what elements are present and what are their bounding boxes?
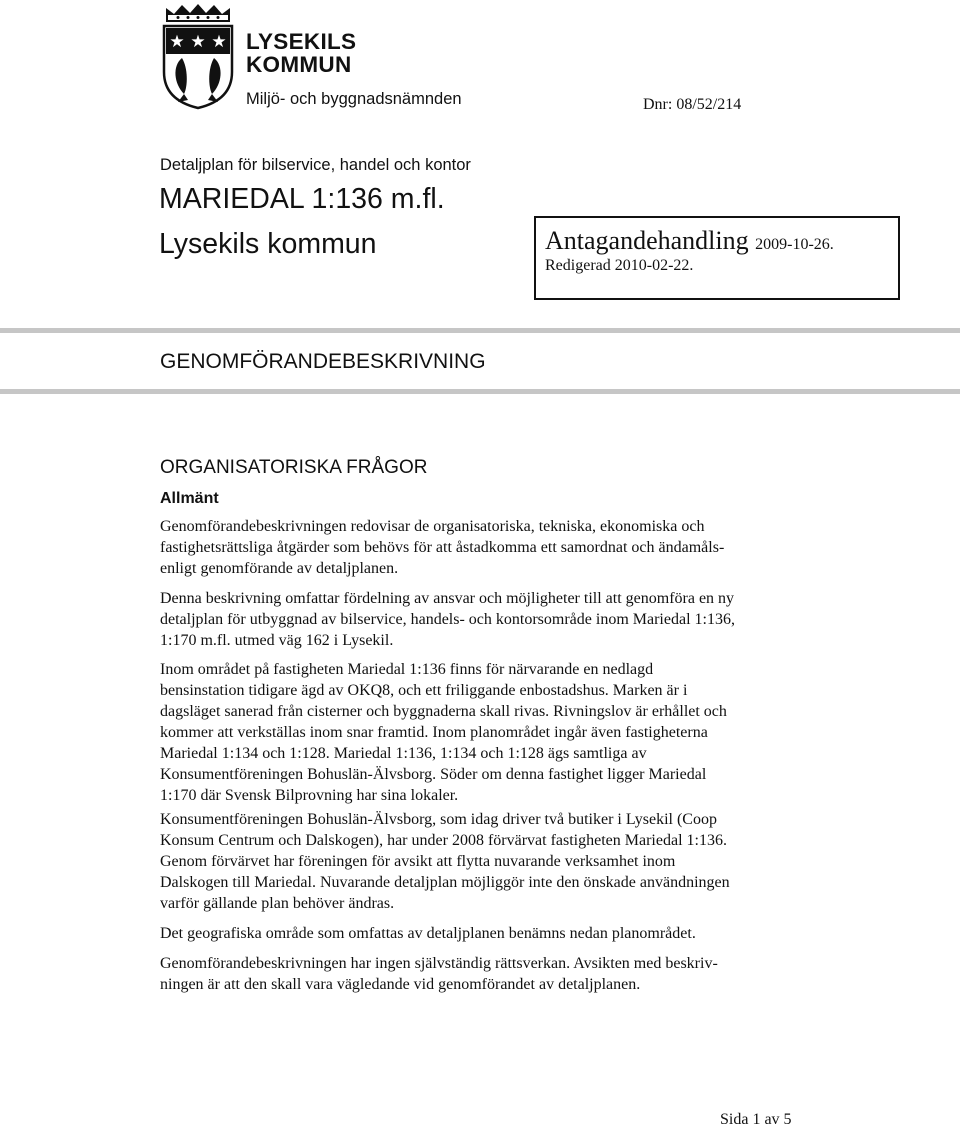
org-name-line1: LYSEKILS: [246, 29, 357, 54]
paragraph: Inom området på fastigheten Mariedal 1:136 finns för närvarande en nedlagd bensinstation tidigare ägd av OKQ8, och ett friliggande enbostadshus. Marken är i dagsläget sanerad från cisterner och byggnaderna skall rivas. Rivningslov är erhållet och kommer att verkställas inom snar framtid. Inom planområdet ingår även fastigheterna Mariedal 1:134 och 1:128. Mariedal 1:136, 1:134 och 1:128 ägs samtliga av Konsumentföreningen Bohuslän-Älvsborg. Söder om denna fastighet ligger Mariedal 1:170 där Svensk Bilprovning har sina lokaler.: [160, 661, 727, 804]
svg-text:★: ★: [169, 32, 185, 52]
section-heading: ORGANISATORISKA FRÅGOR: [160, 457, 428, 478]
page-number: Sida 1 av 5: [720, 1111, 792, 1128]
org-name: [246, 30, 356, 76]
plan-name: MARIEDAL 1:136 m.fl.: [159, 183, 445, 215]
org-unit: Miljö- och byggnadsnämnden: [246, 90, 462, 108]
paragraph: Konsumentföreningen Bohuslän-Älvsborg, som idag driver två butiker i Lysekil (Coop Konsum Centrum och Dalskogen), har under 2008 förvärvat fastigheten Mariedal 1:136. Genom förvärvet har föreningen för avsikt att flytta nuvarande verksamhet inom Dalskogen till Mariedal. Nuvarande detaljplan möjliggör inte den önskade användningen varför gällande plan behöver ändras.: [160, 811, 730, 912]
municipal-coat-of-arms-icon: [158, 2, 238, 110]
municipality-name: Lysekils kommun: [159, 228, 377, 260]
status-title: [545, 226, 834, 256]
paragraph: Genomförandebeskrivningen har ingen självständig rättsverkan. Avsikten med beskriv- ningen är att den skall vara vägledande vid genomförandet av detaljplanen.: [160, 955, 718, 993]
revised-date: Redigerad 2010-02-22.: [545, 257, 694, 274]
document-number: Dnr: 08/52/214: [643, 96, 742, 113]
plan-type: Detaljplan för bilservice, handel och kontor: [160, 156, 471, 174]
status-date: 2009-10-26.: [755, 236, 834, 253]
main-heading: GENOMFÖRANDEBESKRIVNING: [160, 350, 486, 373]
paragraph: Det geografiska område som omfattas av detaljplanen benämns nedan planområdet.: [160, 925, 696, 942]
status-label: Antagandehandling: [545, 226, 749, 255]
paragraph: Genomförandebeskrivningen redovisar de organisatoriska, tekniska, ekonomiska och fastighetsrättsliga åtgärder som behövs för att åstadkomma ett samordnat och ändamåls- enligt genomförande av detaljplanen.: [160, 518, 725, 577]
svg-text:★: ★: [211, 32, 227, 52]
org-name-line2: KOMMUN: [246, 52, 352, 77]
svg-text:★: ★: [190, 32, 206, 52]
sub-heading: Allmänt: [160, 490, 219, 507]
paragraph: Denna beskrivning omfattar fördelning av ansvar och möjligheter till att genomföra en ny detaljplan för utbyggnad av bilservice, handels- och kontorsområde inom Mariedal 1:136, 1:170 m.fl. utmed väg 162 i Lysekil.: [160, 590, 735, 649]
